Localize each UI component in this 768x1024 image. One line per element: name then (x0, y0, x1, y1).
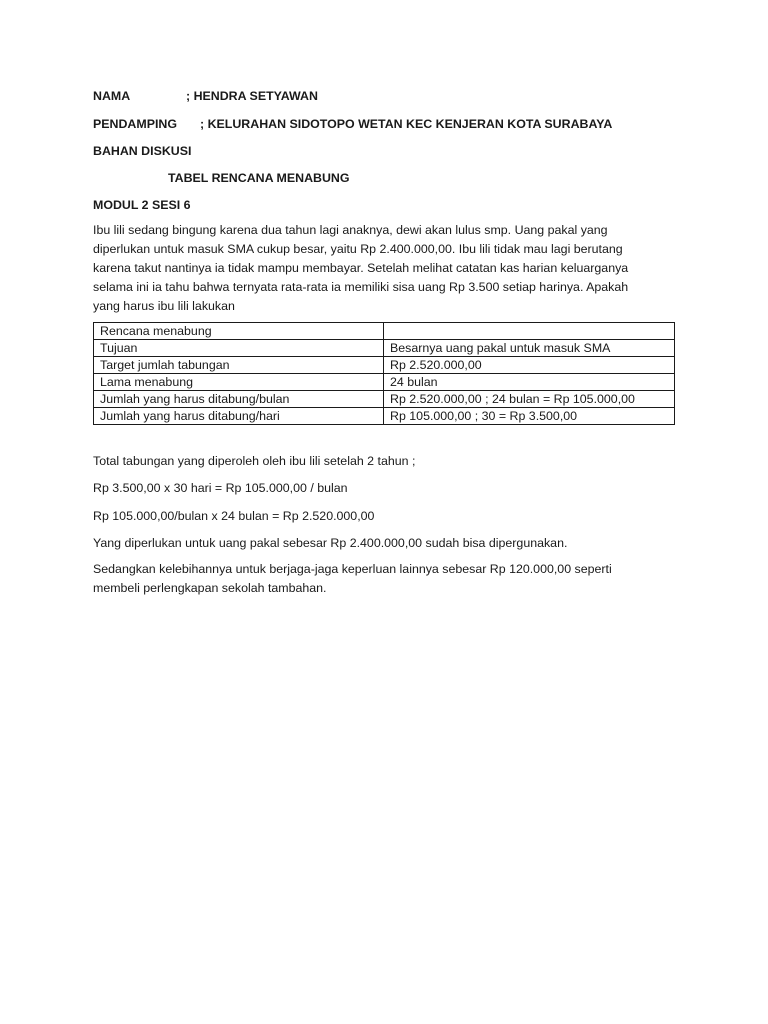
pendamping-line (93, 115, 612, 133)
table-row (94, 374, 675, 391)
excess-line: Sedangkan kelebihannya untuk berjaga-jaga keperluan lainnya sebesar Rp 120.000,00 seperti (93, 562, 612, 576)
table-row (94, 391, 675, 408)
table-cell: Rencana menabung (94, 323, 384, 340)
table-cell: Rp 105.000,00 ; 30 = Rp 3.500,00 (384, 408, 675, 425)
intro-line: diperlukan untuk masuk SMA cukup besar, yaitu Rp 2.400.000,00. Ibu lili tidak mau lagi berutang (93, 242, 623, 256)
name-value: ; HENDRA SETYAWAN (186, 89, 318, 103)
savings-plan-table (93, 322, 675, 425)
table-row (94, 357, 675, 374)
table-cell: Target jumlah tabungan (94, 357, 384, 374)
intro-paragraph (93, 221, 678, 316)
table-cell: Lama menabung (94, 374, 384, 391)
bahan-diskusi: BAHAN DISKUSI (93, 144, 192, 158)
intro-line: selama ini ia tahu bahwa ternyata rata-rata ia memiliki sisa uang Rp 3.500 setiap harinya. Apakah (93, 280, 629, 294)
name-label: NAMA (93, 89, 131, 103)
table-cell: Rp 2.520.000,00 ; 24 bulan = Rp 105.000,00 (384, 391, 675, 408)
excess-paragraph (93, 560, 678, 598)
table-cell (384, 323, 675, 340)
name-line (93, 87, 318, 105)
table-row (94, 323, 675, 340)
pendamping-value: ; KELURAHAN SIDOTOPO WETAN KEC KENJERAN KOTA SURABAYA (200, 117, 613, 131)
pendamping-label: PENDAMPING (93, 117, 177, 131)
intro-line: karena takut nantinya ia tidak mampu membayar. Setelah melihat catatan kas harian keluarganya (93, 261, 629, 275)
excess-line: membeli perlengkapan sekolah tambahan. (93, 581, 327, 595)
table-cell: Rp 2.520.000,00 (384, 357, 675, 374)
table-cell: Besarnya uang pakal untuk masuk SMA (384, 340, 675, 357)
table-cell: Jumlah yang harus ditabung/hari (94, 408, 384, 425)
intro-line: Ibu lili sedang bingung karena dua tahun lagi anaknya, dewi akan lulus smp. Uang pakal yang (93, 223, 608, 237)
table-cell: Jumlah yang harus ditabung/bulan (94, 391, 384, 408)
needed-amount-line: Yang diperlukan untuk uang pakal sebesar Rp 2.400.000,00 sudah bisa dipergunakan. (93, 536, 568, 550)
table-plan-title: TABEL RENCANA MENABUNG (168, 171, 350, 185)
calculation-total: Rp 105.000,00/bulan x 24 bulan = Rp 2.520.000,00 (93, 509, 375, 523)
calculation-monthly: Rp 3.500,00 x 30 hari = Rp 105.000,00 / bulan (93, 481, 348, 495)
table-row (94, 340, 675, 357)
module-title: MODUL 2 SESI 6 (93, 198, 191, 212)
table-row (94, 408, 675, 425)
table-cell: Tujuan (94, 340, 384, 357)
intro-line: yang harus ibu lili lakukan (93, 299, 235, 313)
total-savings-line: Total tabungan yang diperoleh oleh ibu lili setelah 2 tahun ; (93, 454, 416, 468)
table-cell: 24 bulan (384, 374, 675, 391)
